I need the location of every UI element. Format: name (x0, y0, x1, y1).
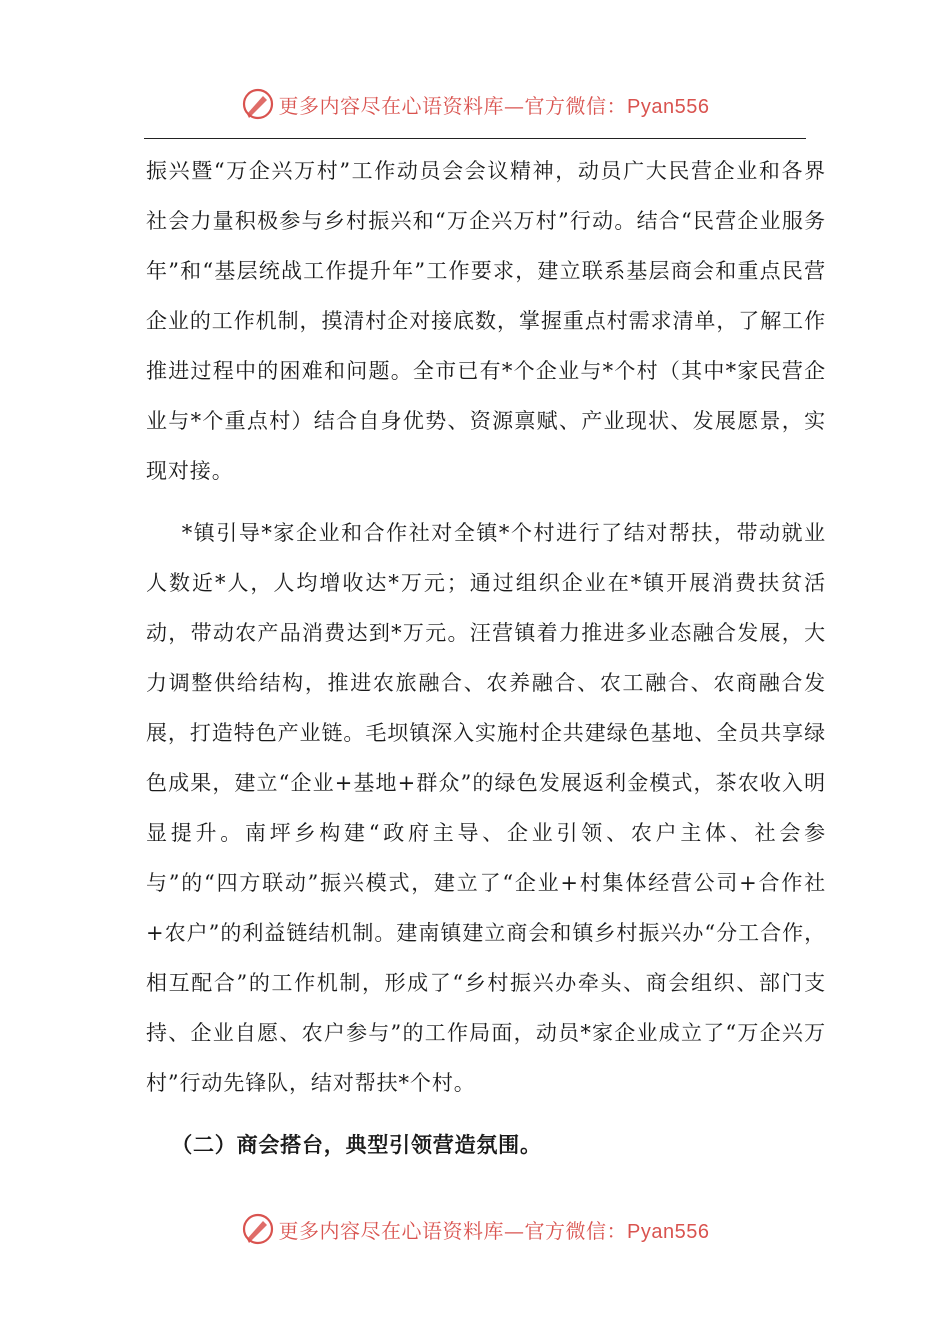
footer-banner-text (279, 1215, 710, 1244)
footer-banner-label: 更多内容尽在心语资料库—官方微信： (278, 1218, 628, 1243)
header-wechat-id: Pyan556 (627, 95, 710, 118)
footer-banner (0, 1209, 950, 1249)
section-heading: （二）商会搭台，典型引领营造氛围。 (171, 1133, 542, 1157)
pen-logo-icon (241, 87, 275, 121)
header-banner-label: 更多内容尽在心语资料库—官方微信： (278, 93, 628, 118)
document-body (146, 146, 826, 1170)
header-banner (0, 84, 950, 124)
body-paragraph-1: 振兴暨“万企兴万村”工作动员会会议精神，动员广大民营企业和各界社会力量积极参与乡村振兴和“万企兴万村”行动。结合“民营企业服务年”和“基层统战工作提升年”工作要求，建立联系基层商会和重点民营企业的工作机制，摸清村企对接底数，掌握重点村需求清单，了解工作推进过程中的困难和问题。全市已有*个企业与*个村（其中*家民营企业与*个重点村）结合自身优势、资源禀赋、产业现状、发展愿景，实现对接。 (146, 159, 826, 483)
pen-logo-icon (241, 1212, 275, 1246)
header-divider (144, 138, 806, 139)
body-paragraph-2: *镇引导*家企业和合作社对全镇*个村进行了结对帮扶，带动就业人数近*人，人均增收达*万元；通过组织企业在*镇开展消费扶贫活动，带动农产品消费达到*万元。汪营镇着力推进多业态融合发展，大力调整供给结构，推进农旅融合、农养融合、农工融合、农商融合发展，打造特色产业链。毛坝镇深入实施村企共建绿色基地、全员共享绿色成果，建立“企业+基地+群众”的绿色发展返利金模式，茶农收入明显提升。南坪乡构建“政府主导、企业引领、农户主体、社会参与”的“四方联动”振兴模式，建立了“企业+村集体经营公司+合作社+农户”的利益链结机制。建南镇建立商会和镇乡村振兴办“分工合作，相互配合”的工作机制，形成了“乡村振兴办牵头、商会组织、部门支持、企业自愿、农户参与”的工作局面，动员*家企业成立了“万企兴万村”行动先锋队，结对帮扶*个村。 (146, 521, 826, 1095)
footer-wechat-id: Pyan556 (627, 1220, 710, 1243)
header-banner-text (279, 90, 710, 119)
